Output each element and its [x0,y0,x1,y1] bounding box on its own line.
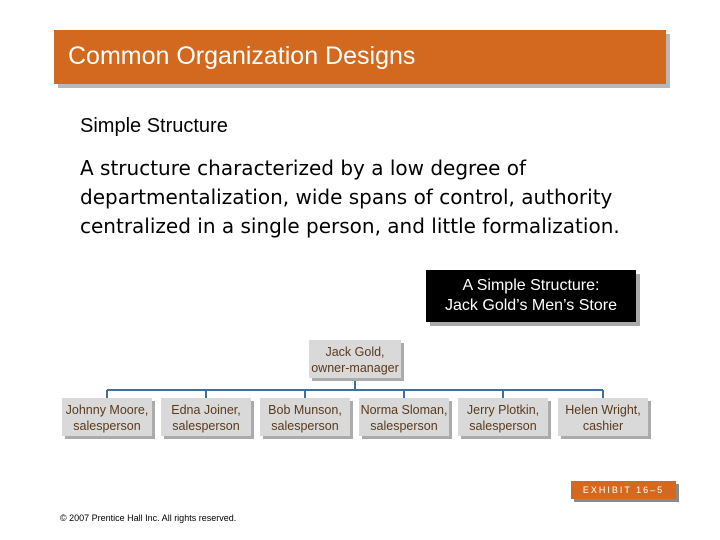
section-heading: Simple Structure [80,115,228,137]
definition-text: A structure characterized by a low degree of departmentalization, wide spans of control, authority centralized in a single person, and little formalization. [80,156,620,238]
copyright-notice: © 2007 Prentice Hall Inc. All rights reserved. [60,513,237,523]
employee-name: Edna Joiner, [171,403,241,417]
employee-name: Helen Wright, [565,403,641,417]
employee-role: cashier [582,419,624,433]
employee-role: salesperson [73,419,141,433]
employee-role: salesperson [370,419,438,433]
owner-role: owner-manager [311,361,399,375]
org-node-employee [62,398,152,436]
exhibit-badge: EXHIBIT 16–5 [571,481,676,499]
exhibit-caption-line-2: Jack Gold’s Men’s Store [445,297,617,314]
slide-title: Common Organization Designs [68,42,416,70]
org-node-employee [260,398,350,436]
org-node-employee [558,398,648,436]
owner-name: Jack Gold, [325,345,385,359]
employee-role: salesperson [271,419,339,433]
employee-name: Jerry Plotkin, [466,403,540,417]
org-node-employee [161,398,251,436]
employee-name: Johnny Moore, [65,403,149,417]
employee-name: Bob Munson, [268,403,342,417]
employee-role: salesperson [172,419,240,433]
org-node-employee [458,398,548,436]
employee-role: salesperson [469,419,537,433]
employee-name: Norma Sloman, [360,403,448,417]
exhibit-caption-line-1: A Simple Structure: [462,277,600,294]
org-node-owner [309,340,401,378]
org-node-employee [359,398,449,436]
